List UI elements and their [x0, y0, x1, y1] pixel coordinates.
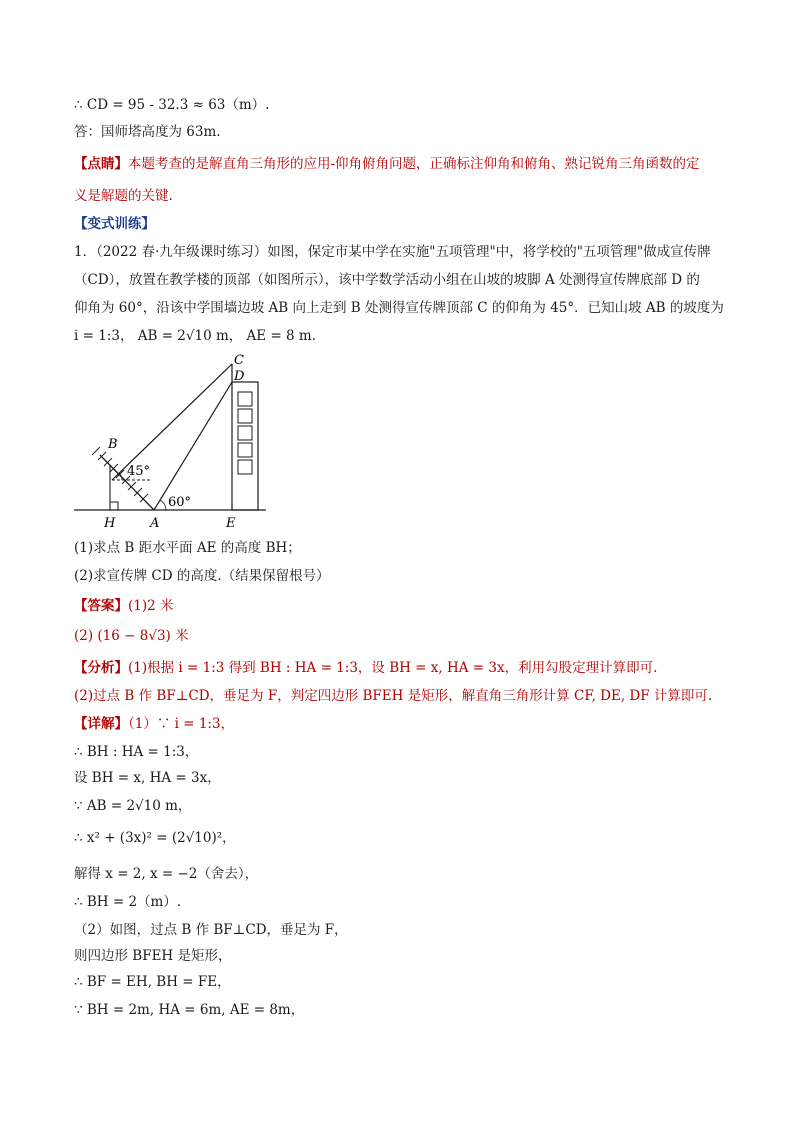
- section-label: 【答案】: [74, 598, 128, 614]
- detail-line: [74, 714, 234, 734]
- detail-text: ∴ BF = EH, BH = FE，: [74, 974, 231, 990]
- question-text: 1．（2022 春·九年级课时练习）如图，保定市某中学在实施"五项管理"中，将学校的"五项管理"做成宣传牌: [74, 244, 711, 260]
- detail-text: 设 BH = x, HA = 3x，: [74, 770, 221, 786]
- label-h: H: [104, 516, 116, 531]
- section-label: 【详解】: [74, 716, 128, 732]
- text-line: 答：国师塔高度为 63m.: [74, 124, 221, 140]
- question-text: i = 1:3， AB = 2√10 m， AE = 8 m．: [74, 328, 326, 344]
- label-c: C: [234, 353, 244, 368]
- section-label: 【点睛】: [74, 156, 128, 172]
- label-60: 60°: [168, 495, 192, 510]
- detail-text: 解得 x = 2, x = −2（舍去），: [74, 866, 259, 882]
- geometry-diagram: [70, 352, 270, 532]
- comment-text: 本题考查的是解直角三角形的应用-仰角俯角问题，正确标注仰角和俯角、熟记锐角三角函数的定: [128, 156, 700, 172]
- label-45: 45°: [127, 464, 151, 479]
- line-bc: [112, 364, 232, 480]
- detail-text: （1）∵ i = 1:3，: [128, 716, 235, 732]
- label-d: D: [234, 369, 245, 384]
- section-heading: 【变式训练】: [74, 216, 155, 232]
- analysis-text: (2)过点 B 作 BF⊥CD，垂足为 F，判定四边形 BFEH 是矩形，解直角三角形计算 CF, DE, DF 计算即可.: [74, 688, 713, 704]
- answer-line: [74, 596, 174, 616]
- subquestion-text: (2)求宣传牌 CD 的高度.（结果保留根号）: [74, 568, 330, 584]
- label-a: A: [150, 516, 160, 531]
- comment-line: [74, 154, 700, 174]
- detail-text: （2）如图，过点 B 作 BF⊥CD，垂足为 F，: [74, 922, 348, 938]
- analysis-text: (1)根据 i = 1:3 得到 BH : HA = 1:3，设 BH = x, HA = 3x，利用勾股定理计算即可.: [128, 660, 658, 676]
- detail-text: ∴ BH : HA = 1:3，: [74, 744, 199, 760]
- right-angle-mark: [110, 502, 118, 510]
- building-windows: [238, 392, 252, 474]
- answer-text: (1)2 米: [128, 598, 174, 614]
- building: [232, 382, 258, 510]
- detail-text: ∵ AB = 2√10 m，: [74, 798, 192, 814]
- text-line: ∴ CD = 95 - 32.3 ≈ 63（m）.: [74, 97, 270, 113]
- comment-text: 义是解题的关键.: [74, 188, 173, 204]
- label-e: E: [226, 516, 236, 531]
- label-b: B: [108, 437, 118, 452]
- detail-text: ∵ BH = 2m, HA = 6m, AE = 8m，: [74, 1002, 305, 1018]
- subquestion-text: (1)求点 B 距水平面 AE 的高度 BH；: [74, 540, 301, 556]
- detail-text: ∴ x² + (3x)² = (2√10)²，: [74, 830, 236, 846]
- detail-text: 则四边形 BFEH 是矩形，: [74, 948, 232, 964]
- analysis-line: [74, 658, 657, 678]
- question-text: （CD），放置在教学楼的顶部（如图所示），该中学数学活动小组在山坡的坡脚 A 处测得宣传牌底部 D 的: [74, 272, 700, 288]
- section-label: 【分析】: [74, 660, 128, 676]
- detail-text: ∴ BH = 2（m）.: [74, 894, 182, 910]
- angle-arc-60: [160, 500, 166, 510]
- question-text: 仰角为 60°，沿该中学围墙边坡 AB 向上走到 B 处测得宣传牌顶部 C 的仰角为 45°．已知山坡 AB 的坡度为: [74, 300, 724, 316]
- answer-text: (2) (16 − 8√3) 米: [74, 628, 189, 644]
